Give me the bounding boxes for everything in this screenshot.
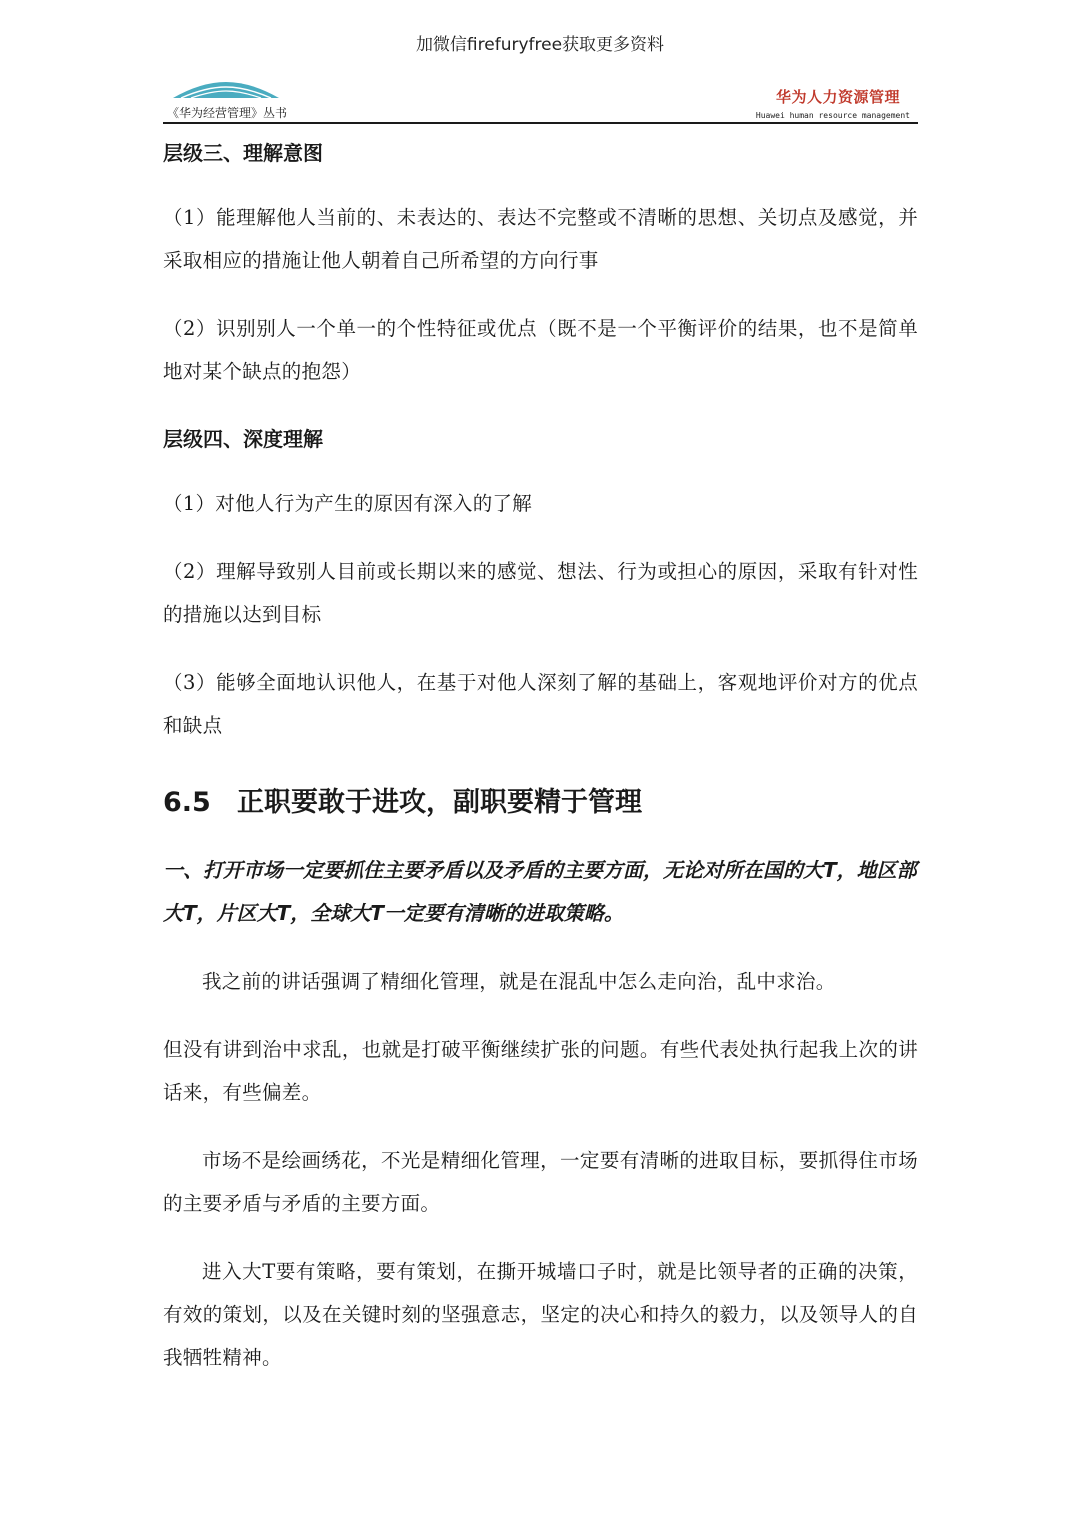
body-paragraph-3: 市场不是绘画绣花，不光是精细化管理，一定要有清晰的进取目标，要抓得住市场的主要矛盾与矛盾的主要方面。: [163, 1149, 918, 1215]
brand-subtitle: Huawei human resource management: [755, 111, 910, 120]
section-heading: [163, 783, 918, 823]
brand-title: 华为人力资源管理: [775, 88, 900, 106]
body-paragraph-1: 我之前的讲话强调了精细化管理，就是在混乱中怎么走向治，乱中求治。: [202, 970, 836, 993]
mountain-logo-icon: [171, 80, 281, 100]
header-divider: [163, 122, 918, 124]
level3-heading: 层级三、理解意图: [163, 141, 323, 165]
body-paragraph-4: 进入大T要有策略，要有策划，在撕开城墙口子时，就是比领导者的正确的决策，有效的策划，以及在关键时刻的坚强意志，坚定的决心和持久的毅力，以及领导人的自我牺牲精神。: [163, 1260, 918, 1369]
subsection-heading: 一、打开市场一定要抓住主要矛盾以及矛盾的主要方面，无论对所在国的大T，地区部大T，片区大T，全球大T一定要有清晰的进取策略。: [163, 858, 917, 925]
page-content: [163, 136, 918, 1379]
body-paragraph-2: 但没有讲到治中求乱，也就是打破平衡继续扩张的问题。有些代表处执行起我上次的讲话来，有些偏差。: [163, 1038, 918, 1104]
level4-item-1: （1）对他人行为产生的原因有深入的了解: [163, 492, 533, 515]
level3-item-1: （1）能理解他人当前的、未表达的、表达不完整或不清晰的思想、关切点及感觉，并采取相应的措施让他人朝着自己所希望的方向行事: [163, 206, 918, 272]
section-title: 正职要敢于进攻，副职要精于管理: [237, 787, 642, 818]
book-series-label: 《华为经营管理》丛书: [167, 106, 288, 120]
level4-heading: 层级四、深度理解: [163, 427, 323, 451]
watermark-text: 加微信firefuryfree获取更多资料: [415, 35, 665, 55]
level4-item-3: （3）能够全面地认识他人，在基于对他人深刻了解的基础上，客观地评价对方的优点和缺点: [163, 671, 918, 737]
page-header: [163, 78, 918, 124]
section-number: 6.5: [163, 787, 211, 818]
level3-item-2: （2）识别别人一个单一的个性特征或优点（既不是一个平衡评价的结果，也不是简单地对某个缺点的抱怨）: [163, 317, 918, 383]
level4-item-2: （2）理解导致别人目前或长期以来的感觉、想法、行为或担心的原因，采取有针对性的措施以达到目标: [163, 560, 918, 626]
